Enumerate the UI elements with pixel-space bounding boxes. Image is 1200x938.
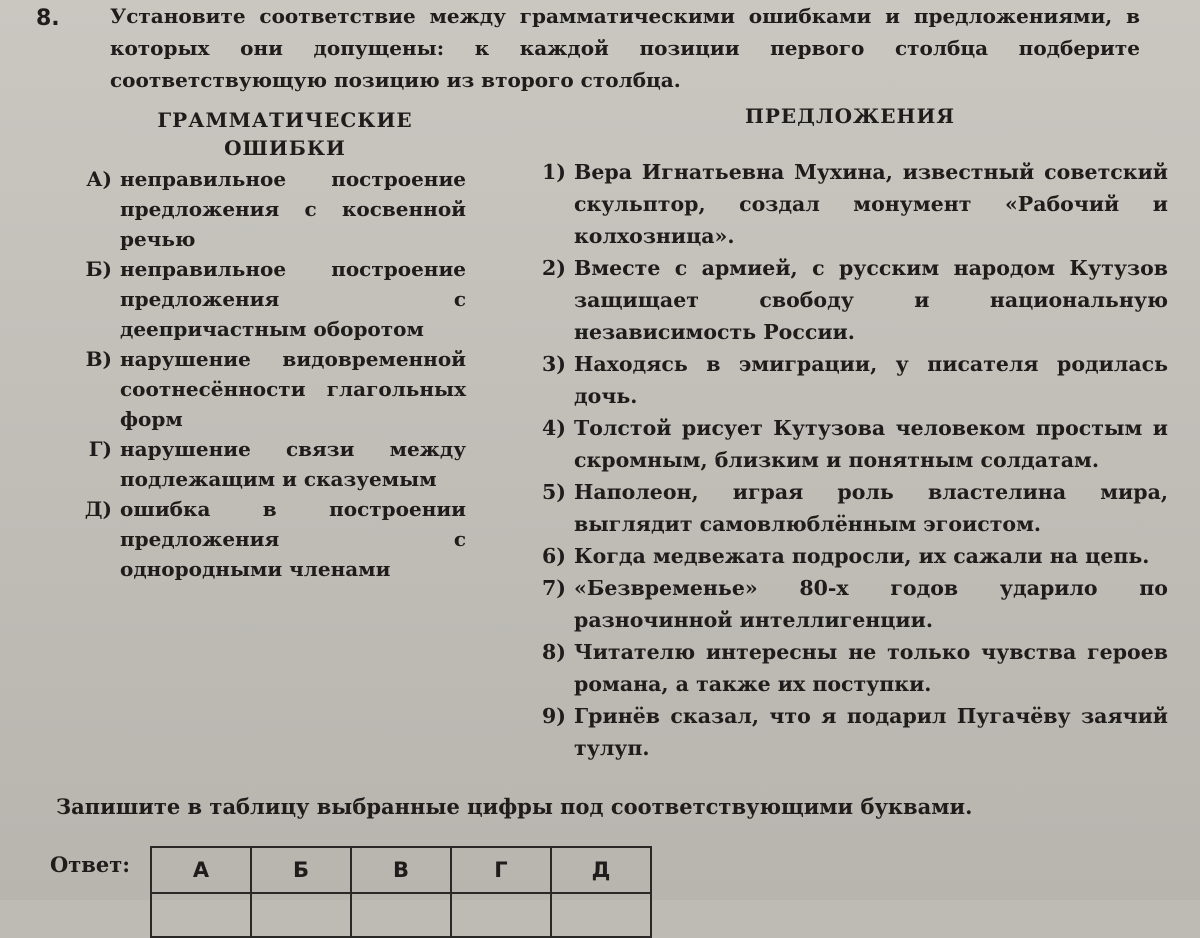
error-text: неправильное построение предложения с деепричастным оборотом [120, 257, 466, 341]
error-letter: Д) [84, 497, 112, 521]
sentence-number: 4) [542, 416, 566, 440]
answer-header-b: Б [251, 847, 351, 893]
sentence-text: Вместе с армией, с русским народом Кутузов защищает свободу и национальную независимость России. [574, 256, 1168, 344]
error-item-b [66, 254, 466, 344]
sentence-text: Толстой рисует Кутузова человеком простым и скромным, близким и понятным солдатам. [574, 416, 1168, 472]
error-item-v [66, 344, 466, 434]
sentence-number: 6) [542, 544, 566, 568]
sentence-number: 7) [542, 576, 566, 600]
sentence-item-8 [528, 636, 1168, 700]
error-letter: Г) [88, 437, 112, 461]
error-item-g [66, 434, 466, 494]
errors-column-heading: ГРАММАТИЧЕСКИЕ ОШИБКИ [157, 108, 413, 160]
task-instruction: Установите соответствие между грамматическими ошибками и предложениями, в которых они допущены: к каждой позиции первого столбца подберите соответствующую позицию из второго столбца. [110, 4, 1140, 92]
sentence-number: 8) [542, 640, 566, 664]
sentence-number: 2) [542, 256, 566, 280]
error-text: нарушение видовременной соотнесённости глагольных форм [120, 347, 466, 431]
error-letter: Б) [85, 257, 112, 281]
sentence-text: Вера Игнатьевна Мухина, известный советский скульптор, создал монумент «Рабочий и колхозница». [574, 160, 1168, 248]
sentence-item-3 [528, 348, 1168, 412]
sentence-number: 1) [542, 160, 566, 184]
answer-label: Ответ: [50, 852, 131, 877]
sentence-text: «Безвременье» 80-х годов ударило по разночинной интеллигенции. [574, 576, 1168, 632]
sentence-text: Читателю интересны не только чувства героев романа, а также их поступки. [574, 640, 1168, 696]
error-text: нарушение связи между подлежащим и сказуемым [120, 437, 466, 491]
sentence-text: Когда медвежата подросли, их сажали на цепь. [574, 544, 1150, 568]
sentence-number: 9) [542, 704, 566, 728]
answer-header-row [151, 847, 651, 893]
sentence-number: 5) [542, 480, 566, 504]
answer-header-d: Д [551, 847, 651, 893]
error-text: ошибка в построении предложения с однородными членами [120, 497, 466, 581]
sentence-item-6 [528, 540, 1168, 572]
sentence-item-4 [528, 412, 1168, 476]
sentence-item-2 [528, 252, 1168, 348]
sentence-item-7 [528, 572, 1168, 636]
answer-header-v: В [351, 847, 451, 893]
answer-table [150, 846, 652, 938]
sentence-item-1 [528, 156, 1168, 252]
error-item-a [66, 164, 466, 254]
error-text: неправильное построение предложения с косвенной речью [120, 167, 466, 251]
answer-header-a: А [151, 847, 251, 893]
error-letter: В) [85, 347, 112, 371]
sentence-text: Наполеон, играя роль властелина мира, выглядит самовлюблённым эгоистом. [574, 480, 1168, 536]
sentence-text: Находясь в эмиграции, у писателя родилась дочь. [574, 352, 1168, 408]
sentences-column-heading: ПРЕДЛОЖЕНИЯ [745, 104, 955, 128]
task-number: 8. [36, 6, 60, 31]
sentences-list [528, 156, 1168, 764]
sentence-item-5 [528, 476, 1168, 540]
error-item-d [66, 494, 466, 584]
sentence-text: Гринёв сказал, что я подарил Пугачёву заячий тулуп. [574, 704, 1168, 760]
errors-list [66, 164, 466, 584]
sentence-number: 3) [542, 352, 566, 376]
error-letter: А) [86, 167, 112, 191]
sentence-item-9 [528, 700, 1168, 764]
answer-header-g: Г [451, 847, 551, 893]
table-instruction: Запишите в таблицу выбранные цифры под соответствующими буквами. [56, 794, 973, 819]
